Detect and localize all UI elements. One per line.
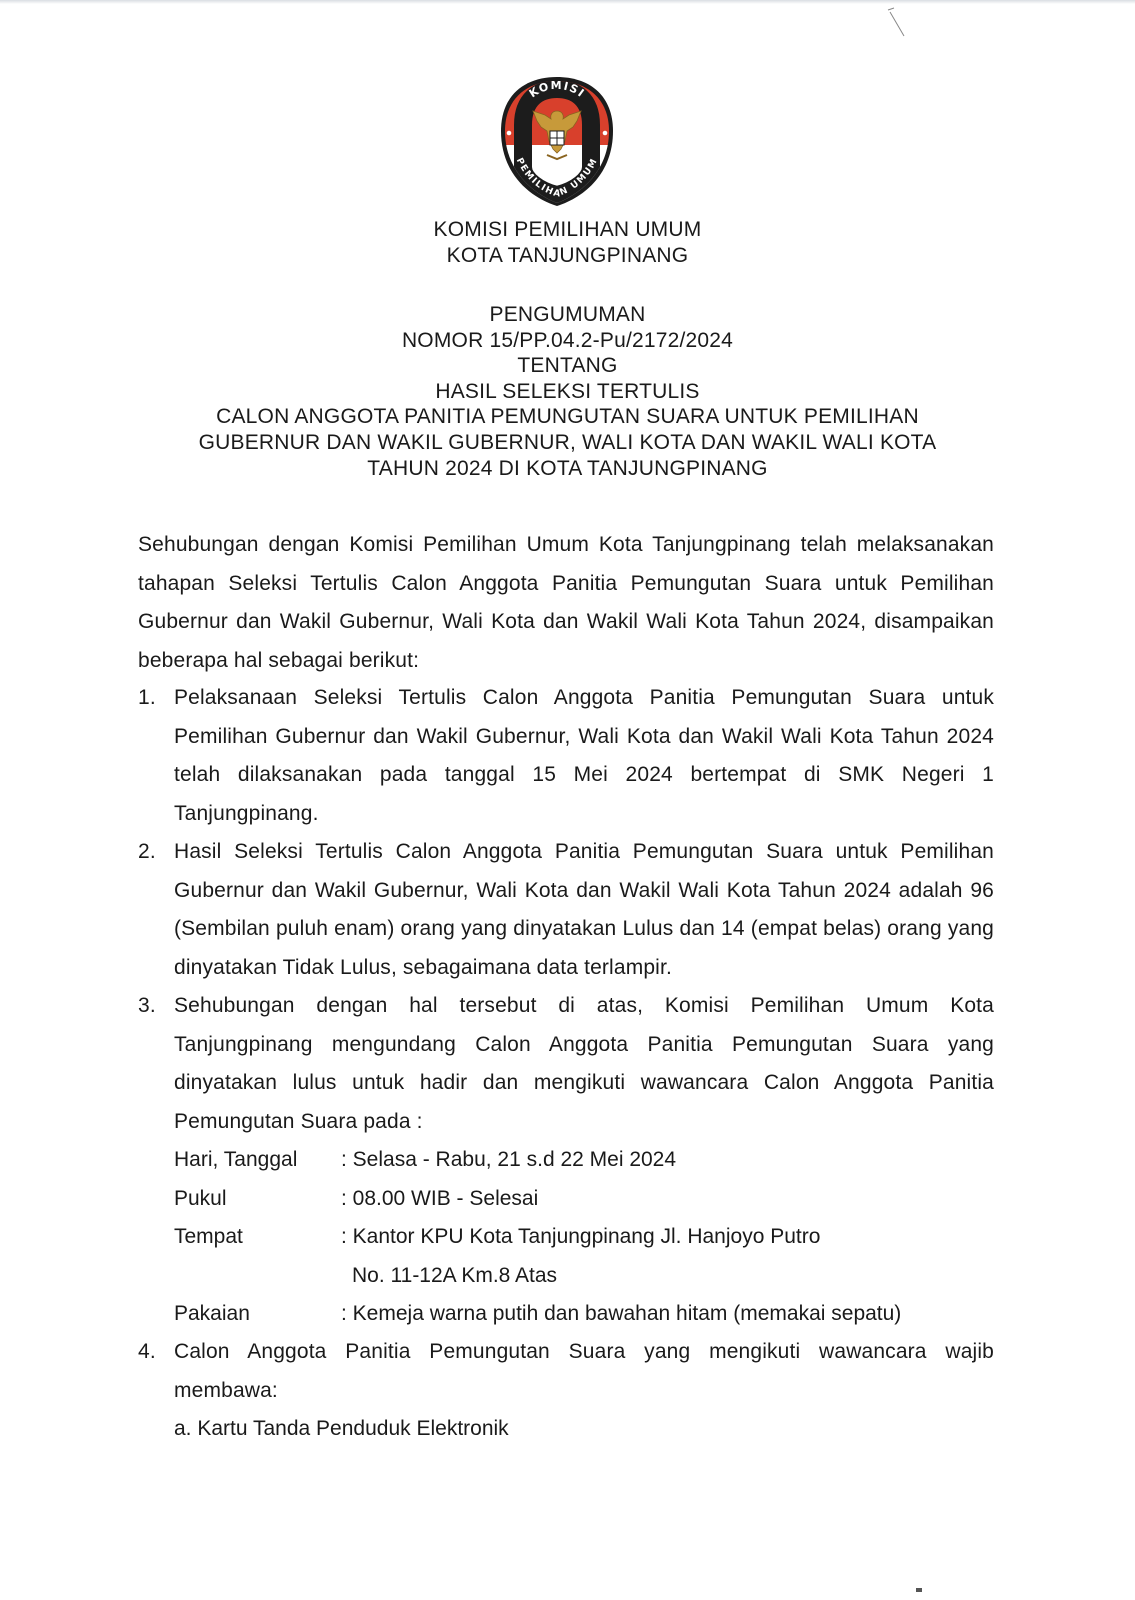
intro-paragraph: Sehubungan dengan Komisi Pemilihan Umum Kota Tanjungpinang telah melaksanakan tahapan Seleksi Tertulis Calon Anggota Panitia Pemungutan Suara untuk Pemilihan Gubernur dan Wakil Gubernur, Wali Kota dan Wakil Wali Kota Tahun 2024, disampaikan beberapa hal sebagai berikut: [138,533,994,672]
scan-mark [884,6,906,40]
scan-mark-bottom [916,1588,922,1592]
svg-text:PEMILIHAN UMUM: PEMILIHAN UMUM [513,156,601,200]
title-line-5: CALON ANGGOTA PANITIA PEMUNGUTAN SUARA UNTUK PEMILIHAN [216,405,919,429]
svg-text:KOMISI: KOMISI [526,78,588,101]
schedule-value-cont: No. 11-12A Km.8 Atas [352,1263,558,1287]
schedule-label: Pukul [174,1186,227,1210]
schedule-value: : Kemeja warna putih dan bawahan hitam (memakai sepatu) [341,1302,902,1325]
list-text: Hasil Seleksi Tertulis Calon Anggota Panitia Pemungutan Suara untuk Pemilihan Gubernur dan Wakil Gubernur, Wali Kota dan Wakil Wali Kota Tahun 2024 adalah 96 (Sembilan puluh enam) orang yang dinyatakan Lulus dan 14 (empat belas) orang yang dinyatakan Tidak Lulus, sebagaimana data terlampir. [174,840,994,979]
title-line-1: PENGUMUMAN [489,303,646,326]
list-text: Pelaksanaan Seleksi Tertulis Calon Anggota Panitia Pemungutan Suara untuk Pemilihan Gubernur dan Wakil Gubernur, Wali Kota dan Wakil Wali Kota Tahun 2024 telah dilaksanakan pada tanggal 15 Mei 2024 bertempat di SMK Negeri 1 Tanjungpinang. [174,686,994,825]
list-number: 2. [138,840,156,863]
list-item-1 [138,679,994,833]
scan-edge [0,0,1135,4]
schedule-label: Tempat [174,1225,243,1248]
list-item-2 [138,833,994,987]
schedule-label: Pakaian [174,1302,250,1325]
list-text: Sehubungan dengan hal tersebut di atas, Komisi Pemilihan Umum Kota Tanjungpinang mengundang Calon Anggota Panitia Pemungutan Suara yang dinyatakan lulus untuk hadir dan mengikuti wawancara Calon Anggota Panitia Pemungutan Suara pada : [174,994,994,1133]
institution-header [0,217,1135,269]
list-item-3 [138,987,994,1141]
list-number: 3. [138,994,156,1017]
schedule-label: Hari, Tanggal [174,1148,298,1171]
title-line-6: GUBERNUR DAN WAKIL GUBERNUR, WALI KOTA DAN WAKIL WALI KOTA [198,430,937,454]
kpu-logo [497,75,617,207]
list-item-4 [138,1333,994,1410]
schedule-value: : Selasa - Rabu, 21 s.d 22 Mei 2024 [341,1148,677,1171]
schedule-value: : Kantor KPU Kota Tanjungpinang Jl. Hanjoyo Putro [341,1225,821,1248]
schedule-value: : 08.00 WIB - Selesai [341,1186,539,1210]
title-line-2: NOMOR 15/PP.04.2-Pu/2172/2024 [401,328,734,352]
title-line-3: TENTANG [517,354,618,378]
announcement-title [0,302,1135,481]
list-number: 1. [138,686,156,709]
requirement-item-a: a. Kartu Tanda Penduduk Elektronik [174,1417,509,1440]
header-line-2: KOTA TANJUNGPINANG [446,244,689,267]
title-line-7: TAHUN 2024 DI KOTA TANJUNGPINANG [367,456,768,480]
list-text: Calon Anggota Panitia Pemungutan Suara yang mengikuti wawancara wajib membawa: [174,1340,994,1402]
header-line-1: KOMISI PEMILIHAN UMUM [433,218,702,241]
title-line-4: HASIL SELEKSI TERTULIS [435,379,700,403]
list-number: 4. [138,1340,156,1363]
